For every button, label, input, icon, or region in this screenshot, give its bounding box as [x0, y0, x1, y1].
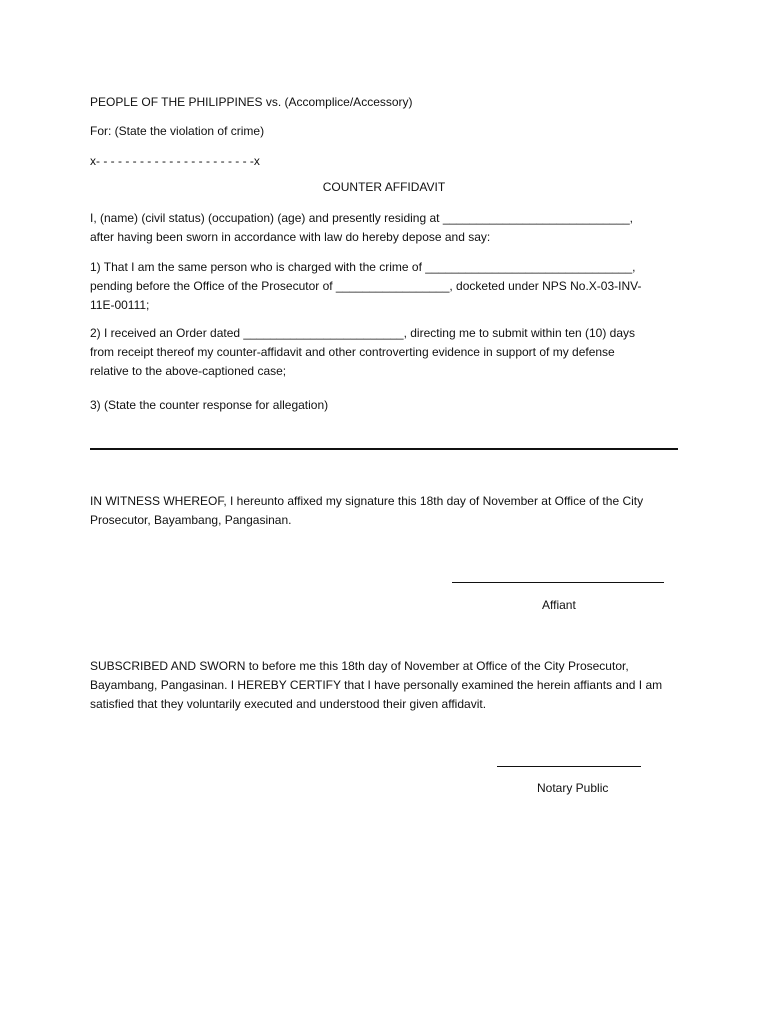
item-line: relative to the above-captioned case;: [90, 364, 287, 378]
witness-paragraph: [90, 492, 690, 530]
item-line: 1) That I am the same person who is charged with the crime of _______________________________,: [90, 260, 636, 274]
affiant-label: Affiant: [542, 598, 576, 612]
jurat-paragraph: [90, 657, 690, 714]
notary-label: Notary Public: [537, 781, 609, 795]
affiant-signature-line: [452, 582, 664, 583]
allegation-item-2: [90, 324, 690, 381]
item-line: 11E-00111;: [90, 298, 150, 312]
jurat-line: Bayambang, Pangasinan. I HEREBY CERTIFY that I have personally examined the herein affiants and I am: [90, 678, 663, 692]
horizontal-rule: [90, 448, 678, 450]
intro-line: I, (name) (civil status) (occupation) (age) and presently residing at ____________________________,: [90, 211, 634, 225]
jurat-line: SUBSCRIBED AND SWORN to before me this 18th day of November at Office of the City Prosecutor,: [90, 659, 629, 673]
intro-paragraph: [90, 209, 690, 247]
allegation-item-1: [90, 258, 690, 315]
separator-line: x- - - - - - - - - - - - - - - - - - - - - -x: [90, 154, 260, 168]
jurat-line: satisfied that they voluntarily executed and understood their given affidavit.: [90, 697, 487, 711]
notary-signature-line: [497, 766, 641, 767]
intro-line: after having been sworn in accordance with law do hereby depose and say:: [90, 230, 491, 244]
allegation-item-3: 3) (State the counter response for allegation): [90, 398, 329, 412]
item-line: 2) I received an Order dated ________________________, directing me to submit within ten (10) days: [90, 326, 636, 340]
witness-line: Prosecutor, Bayambang, Pangasinan.: [90, 513, 292, 527]
item-line: from receipt thereof my counter-affidavit and other controverting evidence in support of my defense: [90, 345, 615, 359]
document-title: COUNTER AFFIDAVIT: [322, 180, 446, 194]
witness-line: IN WITNESS WHEREOF, I hereunto affixed my signature this 18th day of November at Office of the City: [90, 494, 644, 508]
case-caption: PEOPLE OF THE PHILIPPINES vs. (Accomplice/Accessory): [90, 95, 413, 109]
crime-line: For: (State the violation of crime): [90, 124, 265, 138]
item-line: pending before the Office of the Prosecutor of _________________, docketed under NPS No.X-03-INV-: [90, 279, 642, 293]
